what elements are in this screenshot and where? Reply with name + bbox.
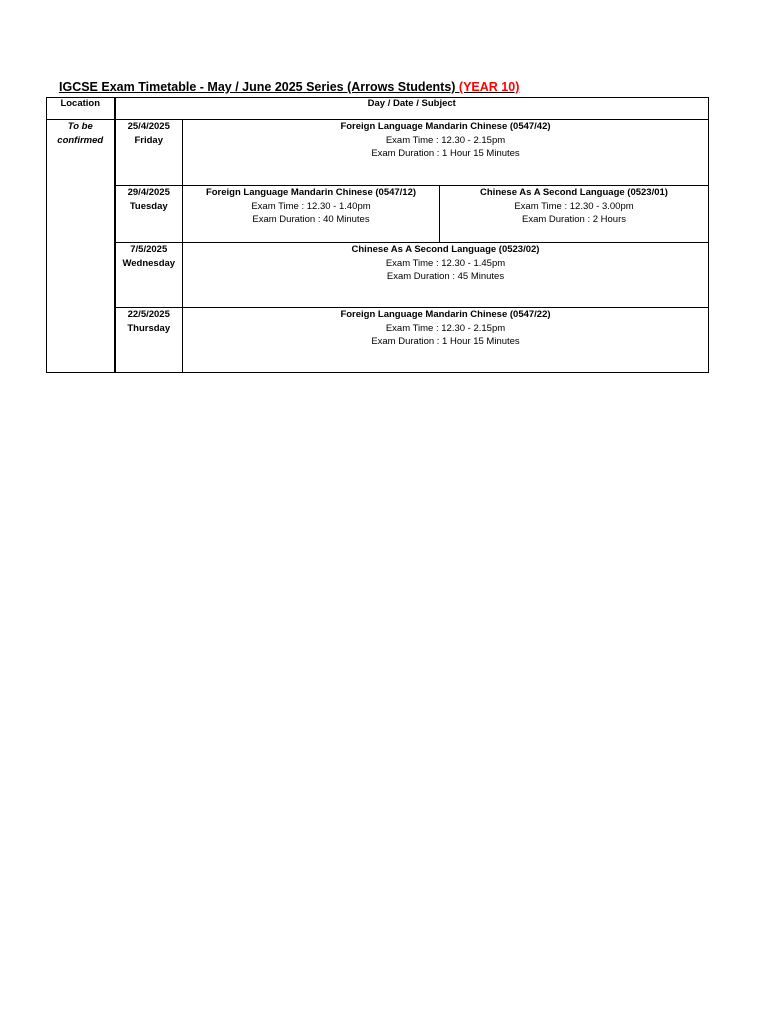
- exam-time: Exam Time : 12.30 - 2.15pm: [385, 322, 506, 334]
- exam-subject: Foreign Language Mandarin Chinese (0547/42): [340, 121, 551, 132]
- exam-duration: Exam Duration : 40 Minutes: [252, 214, 370, 225]
- date-cell: [115, 186, 183, 243]
- exam-day: Friday: [134, 135, 163, 146]
- exam-day: Wednesday: [122, 258, 176, 269]
- title-main: IGCSE Exam Timetable - May / June 2025 Series (Arrows Students): [59, 80, 459, 94]
- table-row: [47, 308, 709, 373]
- exam-date: 22/5/2025: [127, 309, 170, 320]
- table-row: [47, 243, 709, 308]
- exam-timetable: [46, 97, 709, 373]
- exam-subject: Foreign Language Mandarin Chinese (0547/12): [205, 187, 417, 198]
- exam-duration: Exam Duration : 1 Hour 15 Minutes: [371, 148, 520, 159]
- date-cell: [115, 243, 183, 308]
- exam-subject: Chinese As A Second Language (0523/02): [351, 244, 540, 255]
- exam-time: Exam Time : 12.30 - 1.45pm: [385, 257, 506, 269]
- exam-time: Exam Time : 12.30 - 3.00pm: [514, 200, 634, 212]
- table-row: [47, 186, 709, 243]
- exam-subject: Foreign Language Mandarin Chinese (0547/22): [340, 309, 551, 320]
- exam-cell: [183, 120, 709, 186]
- exam-day: Tuesday: [129, 201, 168, 212]
- exam-subject: Chinese As A Second Language (0523/01): [480, 187, 668, 198]
- location-line-2: confirmed: [57, 135, 104, 146]
- exam-cell: [183, 308, 709, 373]
- table-row: [47, 120, 709, 186]
- exam-duration: Exam Duration : 45 Minutes: [386, 271, 505, 282]
- header-day-date-subject: Day / Date / Subject: [115, 98, 709, 120]
- date-cell: [115, 308, 183, 373]
- exam-cell: [440, 186, 709, 243]
- exam-date: 29/4/2025: [127, 187, 170, 198]
- exam-time: Exam Time : 12.30 - 1.40pm: [251, 200, 371, 212]
- exam-cell: [183, 186, 440, 243]
- exam-time: Exam Time : 12.30 - 2.15pm: [385, 134, 506, 146]
- exam-date: 25/4/2025: [127, 121, 170, 132]
- exam-date: 7/5/2025: [130, 244, 168, 255]
- exam-duration: Exam Duration : 1 Hour 15 Minutes: [371, 336, 520, 347]
- header-row: [47, 98, 709, 120]
- location-cell: [47, 120, 115, 373]
- page-title: [59, 80, 519, 94]
- title-year: (YEAR 10): [458, 80, 520, 94]
- date-cell: [115, 120, 183, 186]
- exam-duration: Exam Duration : 2 Hours: [521, 214, 626, 225]
- header-location: Location: [47, 98, 115, 120]
- location-line-1: To be: [67, 121, 93, 132]
- exam-cell: [183, 243, 709, 308]
- exam-day: Thursday: [127, 323, 171, 334]
